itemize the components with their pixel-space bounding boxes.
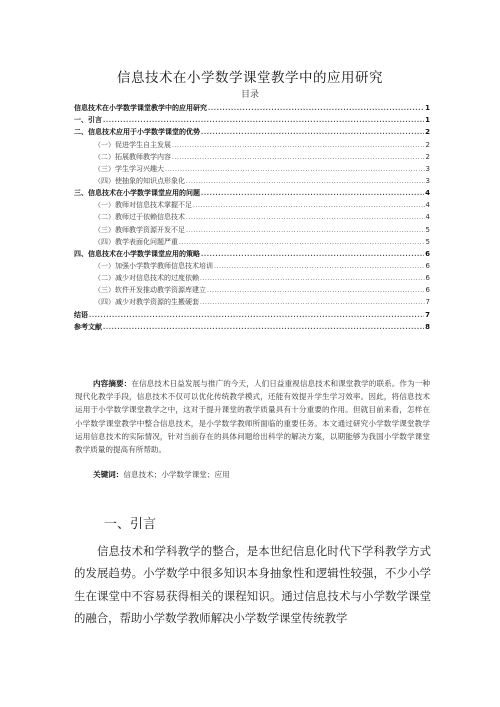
toc-leader-dots <box>201 250 424 259</box>
toc-leader-dots <box>200 298 425 307</box>
toc-entry-title: 二、信息技术应用于小学数学课堂的优势 <box>74 128 200 137</box>
toc-entry-page: 6 <box>425 286 430 295</box>
toc-leader-dots <box>208 104 424 113</box>
toc-heading: 目录 <box>240 90 259 100</box>
toc-entry[interactable] <box>74 113 430 125</box>
toc-entry-page: 1 <box>425 116 430 125</box>
toc-entry-page: 7 <box>425 298 430 307</box>
toc-entry-title: （三）学生学习兴趣大 <box>94 164 164 173</box>
toc-entry-title: 参考文献 <box>74 322 102 331</box>
toc-leader-dots <box>200 274 425 283</box>
toc-leader-dots <box>186 213 425 222</box>
document-title: 信息技术在小学数学课堂教学中的应用研究 <box>117 70 383 86</box>
toc-entry-page: 2 <box>425 128 430 137</box>
toc-entry-page: 7 <box>425 310 430 319</box>
toc-entry-page: 6 <box>425 274 430 283</box>
toc-entry[interactable] <box>74 271 430 283</box>
toc-entry-page: 4 <box>425 189 430 198</box>
toc-leader-dots <box>193 201 425 210</box>
toc-entry-title: （一）加强小学数学教师信息技术培训 <box>94 261 213 270</box>
toc-entry-page: 5 <box>425 225 430 234</box>
toc-entry-title: （三）教师教学资源开发不足 <box>94 225 185 234</box>
keywords-text: 信息技术；小学数学课堂；应用 <box>123 470 230 479</box>
toc-entry[interactable] <box>74 283 430 295</box>
abstract-paragraph <box>75 377 430 456</box>
toc-entry-page: 1 <box>425 104 430 113</box>
toc-leader-dots <box>214 262 425 271</box>
toc-entry-page: 2 <box>425 140 430 149</box>
toc-entry-title: （四）减少对教学资源的生搬硬套 <box>94 298 199 307</box>
toc-entry-title: 四、信息技术在小学数学课堂应用的策略 <box>74 249 200 258</box>
section-heading: 一、引言 <box>104 517 157 532</box>
toc-entry-page: 3 <box>425 176 430 185</box>
toc-entry[interactable] <box>74 137 430 149</box>
body-text <box>74 540 431 630</box>
toc-leader-dots <box>89 311 424 320</box>
toc-entry[interactable] <box>74 125 430 137</box>
toc-entry[interactable] <box>74 295 430 307</box>
toc-entry-page: 4 <box>425 201 430 210</box>
toc-leader-dots <box>103 323 424 332</box>
toc-entry-title: 信息技术在小学数学课堂教学中的应用研究 <box>74 104 207 113</box>
toc-leader-dots <box>186 226 425 235</box>
toc-entry-title: 三、信息技术在小学数学课堂应用的问题 <box>74 189 200 198</box>
abstract-label: 内容摘要： <box>93 379 132 388</box>
toc-entry[interactable] <box>74 101 430 113</box>
toc-entry-page: 5 <box>425 237 430 246</box>
toc-entry-title: （四）教学表面化问题严重 <box>94 237 178 246</box>
toc-entry-page: 3 <box>425 164 430 173</box>
toc-entry[interactable] <box>74 162 430 174</box>
toc-entry-title: （一）教师对信息技术掌握不足 <box>94 201 192 210</box>
toc-entry-title: （三）软件开发推动教学资源库建立 <box>94 286 206 295</box>
toc-entry-title: 一、引言 <box>74 116 102 125</box>
toc-leader-dots <box>207 286 425 295</box>
toc-entry-title: （二）教师过于依赖信息技术 <box>94 213 185 222</box>
toc-entry[interactable] <box>74 235 430 247</box>
toc-leader-dots <box>103 116 424 125</box>
keywords <box>93 469 230 480</box>
toc-leader-dots <box>186 177 425 186</box>
body-paragraph: 信息技术和学科教学的整合，是本世纪信息化时代下学科教学方式的发展趋势。小学数学中很多知识本身抽象性和逻辑性较强，不少小学生在课堂中不容易获得相关的课程知识。通过信息技术与小学数学课堂的融合，帮助小学数学教师解决小学数学课堂传统教学 <box>74 544 431 626</box>
toc-entry[interactable] <box>74 198 430 210</box>
toc-entry[interactable] <box>74 150 430 162</box>
abstract <box>75 377 430 456</box>
table-of-contents <box>74 101 430 332</box>
toc-entry-page: 8 <box>425 322 430 331</box>
abstract-text: 在信息技术日益发展与推广的今天，人们日益重视信息技术和课堂教学的联系。作为一种现代化教学手段，信息技术不仅可以优化传统教学模式，还能有效提升学生学习效率。因此，将信息技术运用于小学数学课堂教学之中，这对于提升课堂的教学质量具有十分重要的作用。但就目前来看，怎样在小学数学课堂教学中整合信息技术，是小学数学教师所面临的重要任务。本文通过研究小学数学课堂教学运用信息技术的实际情况，针对当前存在的具体问题给出科学的解决方案，以期能够为我国小学数学课堂教学质量的提高有所帮助。 <box>75 379 431 455</box>
toc-entry[interactable] <box>74 320 430 332</box>
toc-entry[interactable] <box>74 247 430 259</box>
toc-entry[interactable] <box>74 259 430 271</box>
toc-entry-title: （四）使抽象的知识点形象化 <box>94 176 185 185</box>
toc-leader-dots <box>172 153 425 162</box>
toc-leader-dots <box>172 141 425 150</box>
toc-entry-page: 4 <box>425 213 430 222</box>
toc-entry-page: 6 <box>425 261 430 270</box>
toc-entry-title: （二）减少对信息技术的过度依赖 <box>94 274 199 283</box>
toc-entry[interactable] <box>74 186 430 198</box>
toc-entry-title: （一）促进学生自主发展 <box>94 140 171 149</box>
toc-entry-title: （二）拓展教师教学内容 <box>94 152 171 161</box>
toc-entry-page: 2 <box>425 152 430 161</box>
toc-entry-title: 结语 <box>74 310 88 319</box>
keywords-label: 关键词： <box>93 470 124 479</box>
toc-leader-dots <box>201 128 424 137</box>
toc-entry[interactable] <box>74 222 430 234</box>
toc-entry-page: 6 <box>425 249 430 258</box>
toc-leader-dots <box>201 189 424 198</box>
toc-leader-dots <box>165 165 425 174</box>
toc-entry[interactable] <box>74 307 430 319</box>
toc-leader-dots <box>179 238 425 247</box>
toc-entry[interactable] <box>74 210 430 222</box>
toc-entry[interactable] <box>74 174 430 186</box>
